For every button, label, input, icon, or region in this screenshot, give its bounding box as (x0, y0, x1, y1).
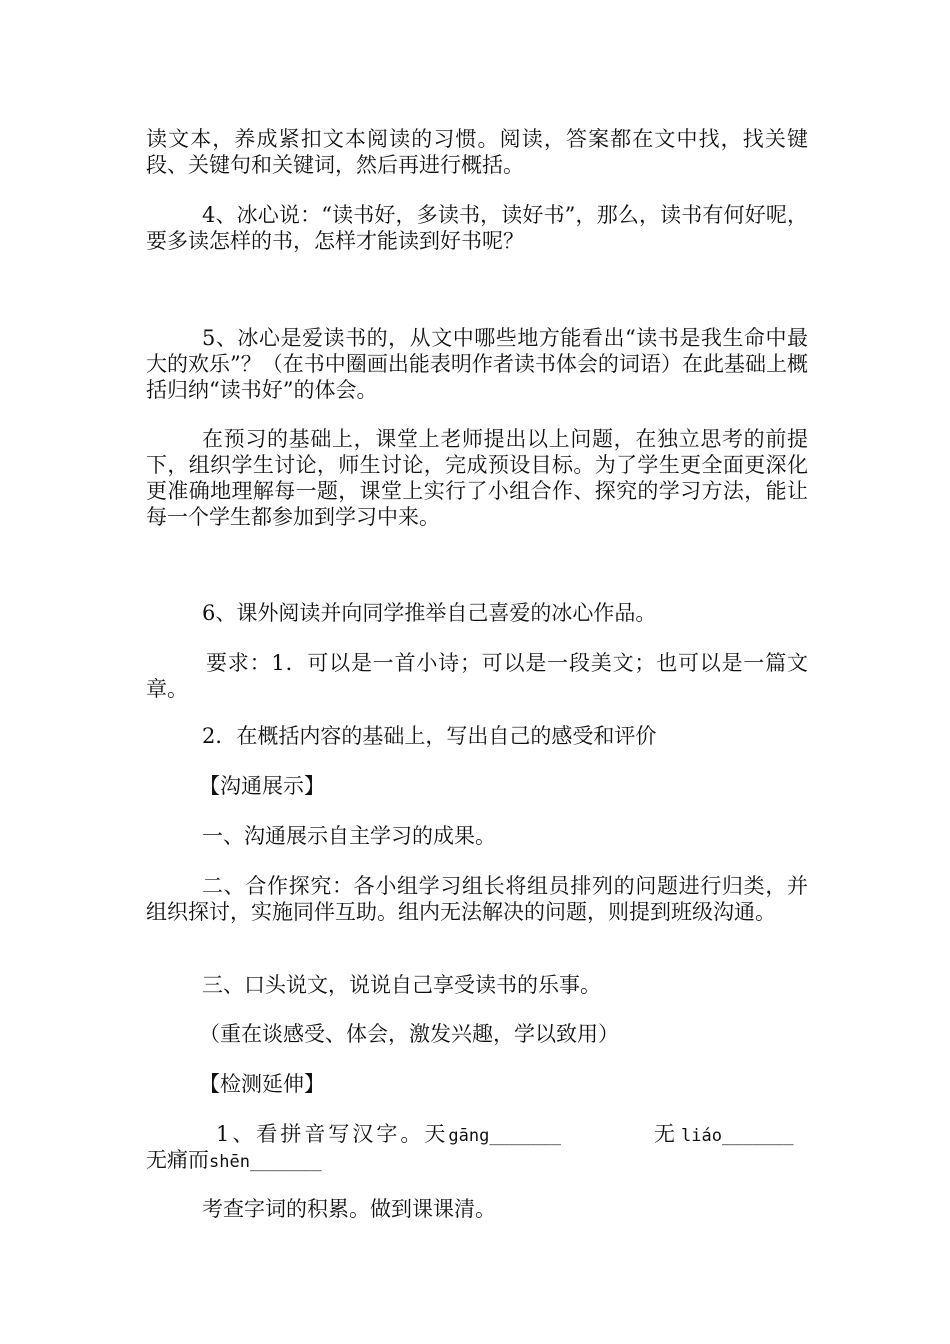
pinyin-exercise (146, 1121, 808, 1173)
question-4: 4、冰心说：“读书好，多读书，读好书”，那么，读书有何好呢，要多读怎样的书，怎样才能读到好书呢？ (146, 203, 808, 253)
exercise-char-wu: 无 (654, 1122, 675, 1146)
blank-liao: liáo_______ (681, 1126, 794, 1146)
requirement-2: 2．在概括内容的基础上，写出自己的感受和评价 (202, 724, 657, 748)
paragraph-reading-habit: 读文本，养成紧扣文本阅读的习惯。阅读，答案都在文中找，找关键段、关键句和关键词，然后再进行概括。 (146, 127, 808, 177)
exercise-lead: 1、看拼音写汉字。天 (216, 1122, 449, 1146)
paragraph-assessment-note: 考查字词的积累。做到课课清。 (202, 1197, 496, 1221)
blank-shen: shēn_______ (209, 1152, 322, 1172)
communication-item-2: 二、合作探究：各小组学习组长将组员排列的问题进行归类，并组织探讨，实施同伴互助。组内无法解决的问题，则提到班级沟通。 (146, 874, 808, 924)
section-heading-communication: 【沟通展示】 (199, 774, 325, 798)
question-6: 6、课外阅读并向同学推举自己喜爱的冰心作品。 (202, 601, 657, 625)
question-5: 5、冰心是爱读书的，从文中哪些地方能看出“读书是我生命中最大的欢乐”？（在书中圈画出能表明作者读书体会的词语）在此基础上概括归纳“读书好”的体会。 (146, 326, 808, 402)
section-heading-extension: 【检测延伸】 (199, 1072, 325, 1096)
communication-item-1: 一、沟通展示自主学习的成果。 (202, 824, 496, 848)
blank-gang: gāng_______ (448, 1126, 561, 1146)
communication-item-3: 三、口头说文，说说自己享受读书的乐事。 (202, 973, 601, 997)
requirement-1: 要求：1．可以是一首小诗；可以是一段美文；也可以是一篇文章。 (146, 651, 808, 701)
communication-note: （重在谈感受、体会，激发兴趣，学以致用） (199, 1022, 619, 1046)
exercise-phrase: 无痛而 (146, 1148, 209, 1172)
paragraph-classroom-method: 在预习的基础上，课堂上老师提出以上问题，在独立思考的前提下，组织学生讨论，师生讨论，完成预设目标。为了学生更全面更深化更准确地理解每一题，课堂上实行了小组合作、探究的学习方法，能让每一个学生都参加到学习中来。 (146, 427, 808, 529)
